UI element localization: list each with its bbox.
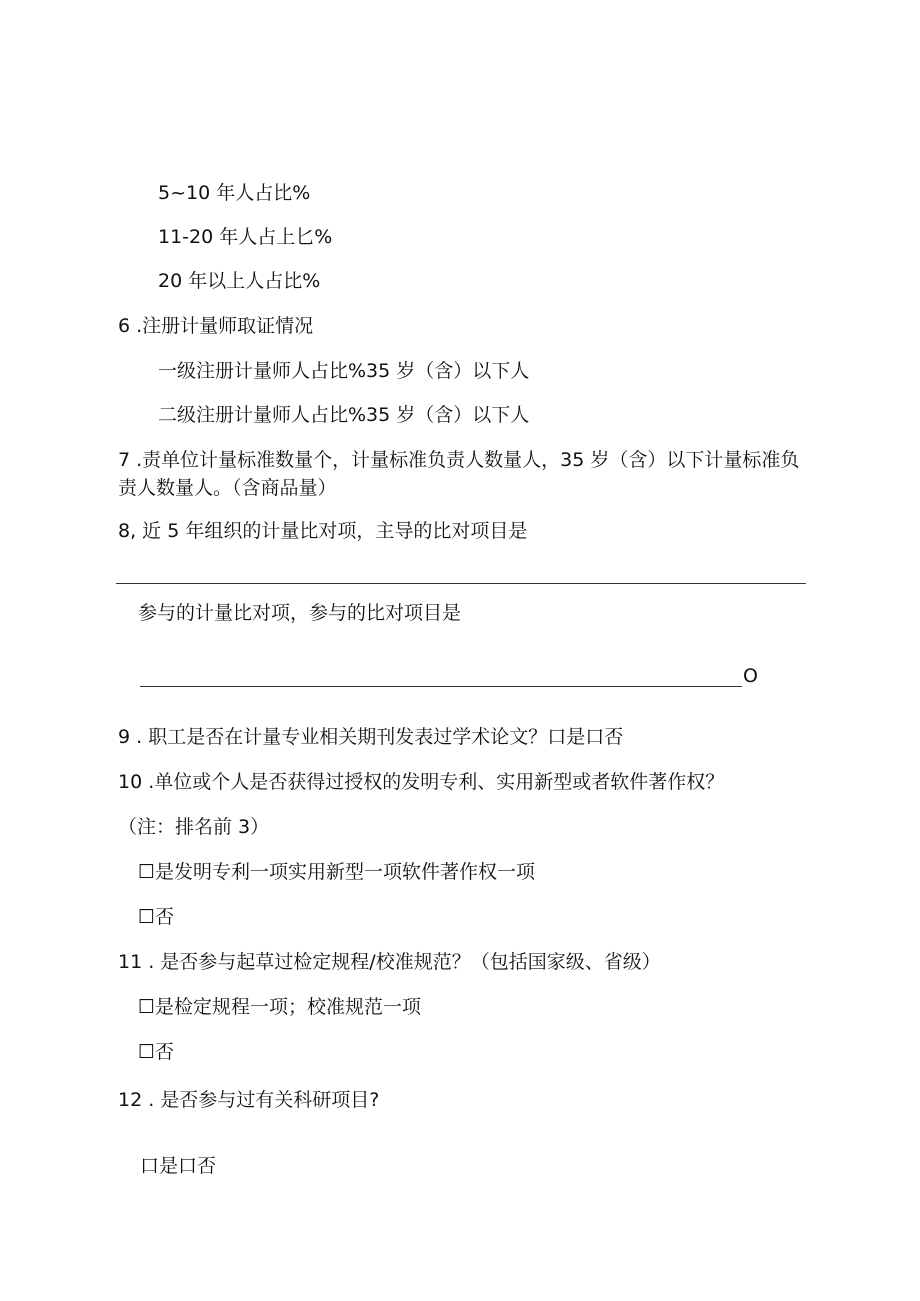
q7-text: 7 .责单位计量标准数量个，计量标准负责人数量人，35 岁（含）以下计量标准负责人数量人。（含商品量） xyxy=(118,449,800,499)
q10-no-option[interactable]: ☐否 xyxy=(138,906,175,928)
q9-text: 9 . 职工是否在计量专业相关期刊发表过学术论文？口是口否 xyxy=(118,726,624,748)
q8-answer-line-1 xyxy=(116,583,806,584)
q6-first-class: 一级注册计量师人占比%35 岁（含）以下人 xyxy=(158,360,530,382)
q10-note: （注：排名前 3） xyxy=(118,816,270,838)
q11-yes-option[interactable]: ☐是检定规程一项；校准规范一项 xyxy=(138,996,422,1018)
years-20-plus: 20 年以上人占比% xyxy=(158,270,321,292)
q8-end-mark: O xyxy=(743,665,758,687)
q12-title: 12 . 是否参与过有关科研项目? xyxy=(118,1089,380,1111)
q8-title: 8, 近 5 年组织的计量比对项，主导的比对项目是 xyxy=(118,520,528,542)
q8-answer-line-2 xyxy=(140,686,742,687)
q6-second-class: 二级注册计量师人占比%35 岁（含）以下人 xyxy=(158,404,530,426)
years-11-20: 11-20 年人占上匕% xyxy=(158,226,333,248)
q10-yes-option[interactable]: ☐是发明专利一项实用新型一项软件著作权一项 xyxy=(138,861,536,883)
years-5-10: 5~10 年人占比% xyxy=(158,182,311,204)
q8-participated: 参与的计量比对项，参与的比对项目是 xyxy=(138,602,462,624)
q10-title: 10 .单位或个人是否获得过授权的发明专利、实用新型或者软件著作权？ xyxy=(118,771,725,793)
q6-title: 6 .注册计量师取证情况 xyxy=(118,315,314,337)
q11-no-option[interactable]: ☐否 xyxy=(138,1041,175,1063)
q11-title: 11 . 是否参与起草过检定规程/校准规范？（包括国家级、省级） xyxy=(118,951,661,973)
q12-options[interactable]: 口是口否 xyxy=(140,1155,217,1177)
